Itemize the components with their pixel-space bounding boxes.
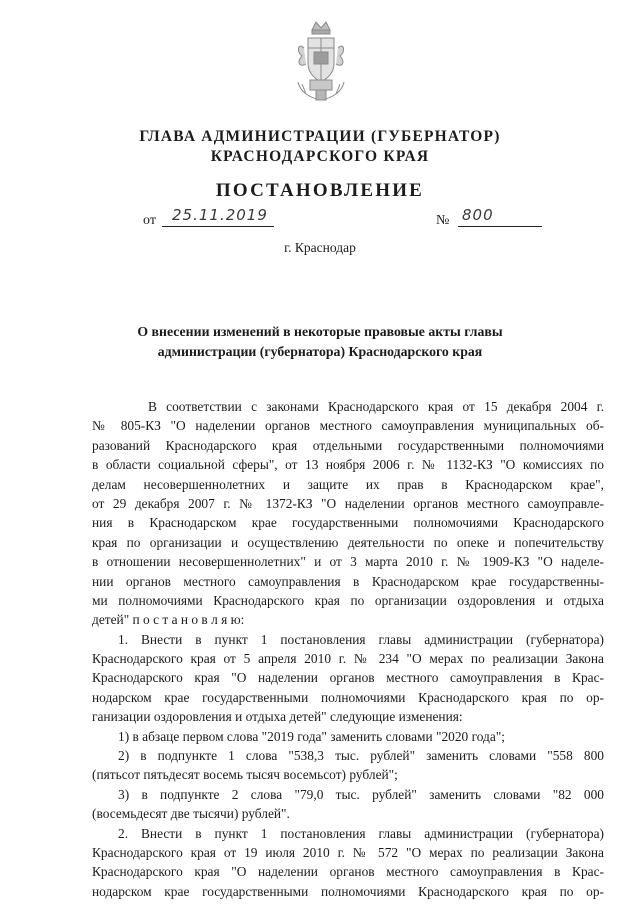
body-line: делам несовершеннолетних и защите их прав в Краснодарском крае", <box>92 476 604 492</box>
number-underline <box>458 226 542 227</box>
subject-line-1: О внесении изменений в некоторые правовые акты главы <box>137 324 503 339</box>
body-line: В соответствии с законами Краснодарского края от 15 декабря 2004 г. <box>148 399 604 414</box>
document-type-title: ПОСТАНОВЛЕНИЕ <box>215 180 425 201</box>
body-line: (пятьсот пятьдесят восемь тысяч восемьсот) рублей"; <box>92 767 398 783</box>
body-line: нодарском крае государственными полномочиями Краснодарского края по ор- <box>92 689 604 705</box>
body-line: края по организации и осуществлению деятельности по опеке и попечительству <box>92 534 604 550</box>
body-line: (восемьдесят две тысячи) рублей". <box>92 806 290 822</box>
number-value: 800 <box>462 206 494 224</box>
body-line: 2. Внести в пункт 1 постановления главы администрации (губернатора) <box>118 825 604 841</box>
body-line: ганизации оздоровления и отдыха детей" следующие изменения: <box>92 709 463 725</box>
body-line: ми полномочиями Краснодарского края по организации оздоровления и отдыха <box>92 592 604 608</box>
body-line: от 29 декабря 2007 г. № 1372-КЗ "О наделении органов местного самоуправле- <box>92 495 604 511</box>
subject-line-2: администрации (губернатора) Краснодарского края <box>157 344 483 359</box>
body-line: Краснодарского края "О наделении органов местного самоуправления в Крас- <box>92 670 604 686</box>
body-line: № 805-КЗ "О наделении органов местного самоуправления муниципальных об- <box>92 418 604 434</box>
city-label: г. Краснодар <box>284 240 356 255</box>
body-line: 3) в подпункте 2 слова "79,0 тыс. рублей" заменить словами "82 000 <box>118 786 604 802</box>
body-line: Краснодарского края "О наделении органов местного самоуправления в Крас- <box>92 864 604 880</box>
subject-heading <box>60 322 580 362</box>
date-underline <box>162 226 274 227</box>
body-line: в области социальной сферы", от 13 ноября 2006 г. № 1132-КЗ "О комиссиях по <box>92 457 604 473</box>
header-line-1: ГЛАВА АДМИНИСТРАЦИИ (ГУБЕРНАТОР) <box>139 128 501 145</box>
body-line: детей" п о с т а н о в л я ю: <box>92 612 245 628</box>
date-prefix: от <box>143 213 156 228</box>
body-text <box>92 397 604 901</box>
body-line: 1. Внести в пункт 1 постановления главы администрации (губернатора) <box>118 631 604 647</box>
body-line: 2) в подпункте 1 слова "538,3 тыс. рублей" заменить словами "558 800 <box>118 748 604 764</box>
number-prefix: № <box>436 213 450 228</box>
body-line: Краснодарского края от 19 июля 2010 г. № 572 "О мерах по реализации Закона <box>92 844 604 860</box>
date-value: 25.11.2019 <box>172 206 268 224</box>
body-line: в отношении несовершеннолетних" и от 3 марта 2010 г. № 1909-КЗ "О наделе- <box>92 554 604 570</box>
header-line-2: КРАСНОДАРСКОГО КРАЯ <box>210 148 430 165</box>
body-line: разований Краснодарского края отдельными государственными полномочиями <box>92 437 604 453</box>
body-line: Краснодарского края от 5 апреля 2010 г. № 234 "О мерах по реализации Закона <box>92 651 604 667</box>
coat-of-arms-icon <box>290 18 352 104</box>
body-line: 1) в абзаце первом слова "2019 года" заменить словами "2020 года"; <box>118 728 505 744</box>
body-line: нии органов местного самоуправления в Краснодарском крае государственны- <box>92 573 604 589</box>
body-line: нодарском крае государственными полномочиями Краснодарского края по ор- <box>92 883 604 899</box>
body-line: ния в Краснодарском крае государственными полномочиями Краснодарского <box>92 515 604 531</box>
